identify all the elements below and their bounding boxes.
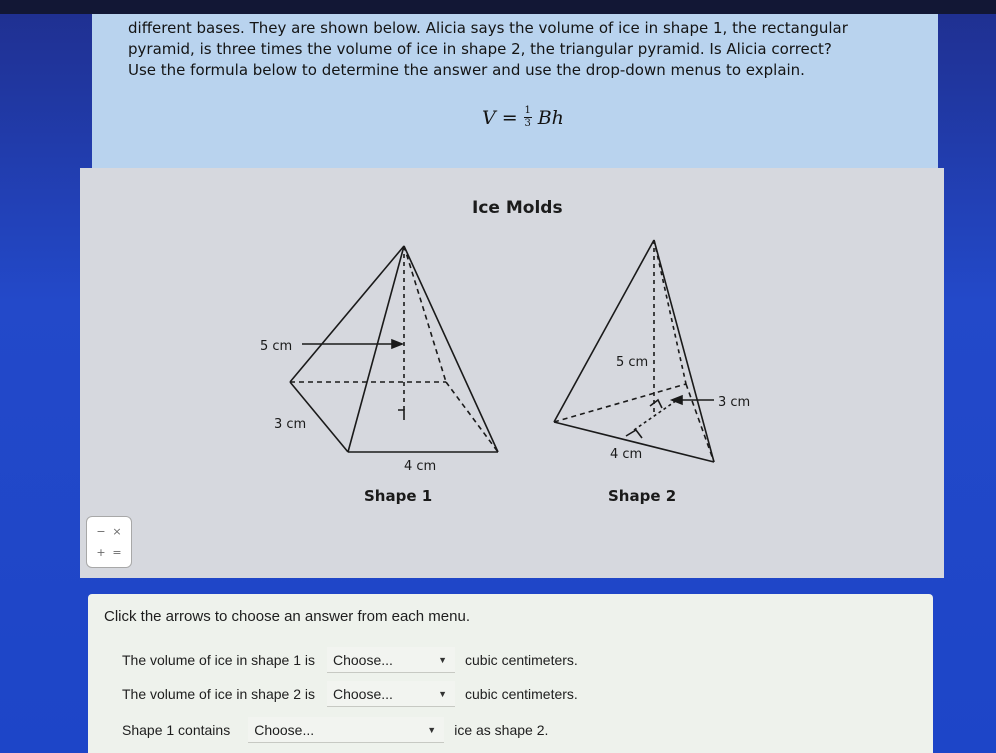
equals-icon: = xyxy=(112,546,122,559)
row-1-suffix: cubic centimeters. xyxy=(465,652,578,668)
question-text xyxy=(128,18,928,81)
answer-row-2 xyxy=(122,680,578,708)
shape-2-pyramid xyxy=(554,240,714,462)
dropdown-value: Choose... xyxy=(333,685,393,702)
row-3-prefix: Shape 1 contains xyxy=(122,722,231,738)
shape-2-height-label: 5 cm xyxy=(616,355,649,370)
dropdown-value: Choose... xyxy=(254,721,315,738)
answer-row-3 xyxy=(122,716,548,744)
minus-icon: − xyxy=(96,525,106,538)
chevron-down-icon: ▼ xyxy=(438,688,447,699)
instructions-text: Click the arrows to choose an answer from each menu. xyxy=(104,608,470,625)
plus-icon: + xyxy=(96,546,106,559)
shape-2-base-label: 4 cm xyxy=(610,447,643,462)
chevron-down-icon: ▼ xyxy=(427,724,437,735)
question-line-2: pyramid, is three times the volume of ice in shape 2, the triangular pyramid. Is Alicia correct? xyxy=(128,40,832,58)
shape-1-label: Shape 1 xyxy=(364,487,433,505)
answer-row-1 xyxy=(122,646,578,674)
shape-1-height-label: 5 cm xyxy=(260,339,293,354)
volume-shape-2-dropdown[interactable] xyxy=(327,681,455,707)
question-panel xyxy=(92,14,938,168)
question-line-1: different bases. They are shown below. Alicia says the volume of ice in shape 1, the rectangular xyxy=(128,19,848,37)
question-line-3: Use the formula below to determine the answer and use the drop-down menus to explain. xyxy=(128,61,805,79)
formula-denominator: 3 xyxy=(524,118,531,129)
row-2-prefix: The volume of ice in shape 2 is xyxy=(122,686,315,702)
formula-lhs: V = xyxy=(482,106,518,129)
formula-rhs: Bh xyxy=(537,106,564,129)
answer-panel xyxy=(88,594,933,753)
volume-formula xyxy=(482,106,564,129)
volume-shape-1-dropdown[interactable] xyxy=(327,647,455,673)
calculator-button[interactable] xyxy=(86,516,132,568)
shape-2-side-label: 3 cm xyxy=(718,395,751,410)
shape-1-length-label: 4 cm xyxy=(404,459,437,474)
row-1-prefix: The volume of ice in shape 1 is xyxy=(122,652,315,668)
formula-numerator: 1 xyxy=(524,105,531,116)
times-icon: × xyxy=(112,525,122,538)
shape-2-label: Shape 2 xyxy=(608,487,677,505)
chevron-down-icon: ▼ xyxy=(438,654,447,665)
ice-molds-diagram xyxy=(80,168,944,578)
shape-1-width-label: 3 cm xyxy=(274,417,307,432)
shape-1-pyramid xyxy=(290,246,498,452)
comparison-dropdown[interactable] xyxy=(248,717,444,743)
top-bar xyxy=(0,0,996,14)
row-2-suffix: cubic centimeters. xyxy=(465,686,578,702)
figure-title: Ice Molds xyxy=(472,198,563,218)
row-3-suffix: ice as shape 2. xyxy=(454,722,549,738)
formula-fraction xyxy=(524,106,532,129)
figure-panel xyxy=(80,168,944,578)
dropdown-value: Choose... xyxy=(333,651,393,668)
